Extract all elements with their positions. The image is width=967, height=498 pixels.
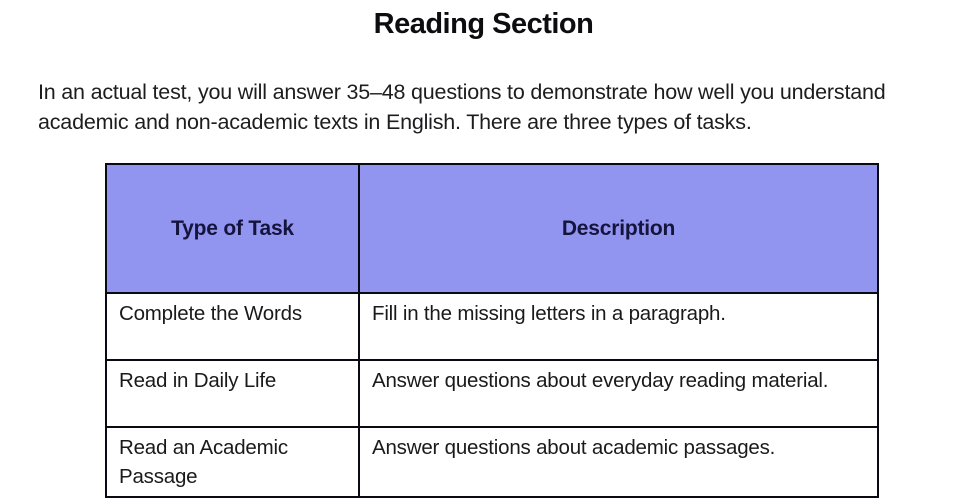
table-row xyxy=(106,427,878,496)
intro-paragraph: In an actual test, you will answer 35–48 questions to demonstrate how well you understand academic and non-academic texts in English. There are three types of tasks. xyxy=(38,80,886,135)
description-cell: Answer questions about everyday reading material. xyxy=(359,360,878,427)
page-title: Reading Section xyxy=(373,8,594,40)
column-header-type-of-task: Type of Task xyxy=(106,164,359,293)
task-cell: Read an Academic Passage xyxy=(106,427,359,496)
task-cell: Complete the Words xyxy=(106,293,359,360)
table-row xyxy=(106,360,878,427)
task-cell: Read in Daily Life xyxy=(106,360,359,427)
table-header-row xyxy=(106,164,878,293)
tasks-table xyxy=(105,163,879,497)
column-header-description: Description xyxy=(359,164,878,293)
table-row xyxy=(106,293,878,360)
description-cell: Fill in the missing letters in a paragraph. xyxy=(359,293,878,360)
description-cell: Answer questions about academic passages. xyxy=(359,427,878,496)
